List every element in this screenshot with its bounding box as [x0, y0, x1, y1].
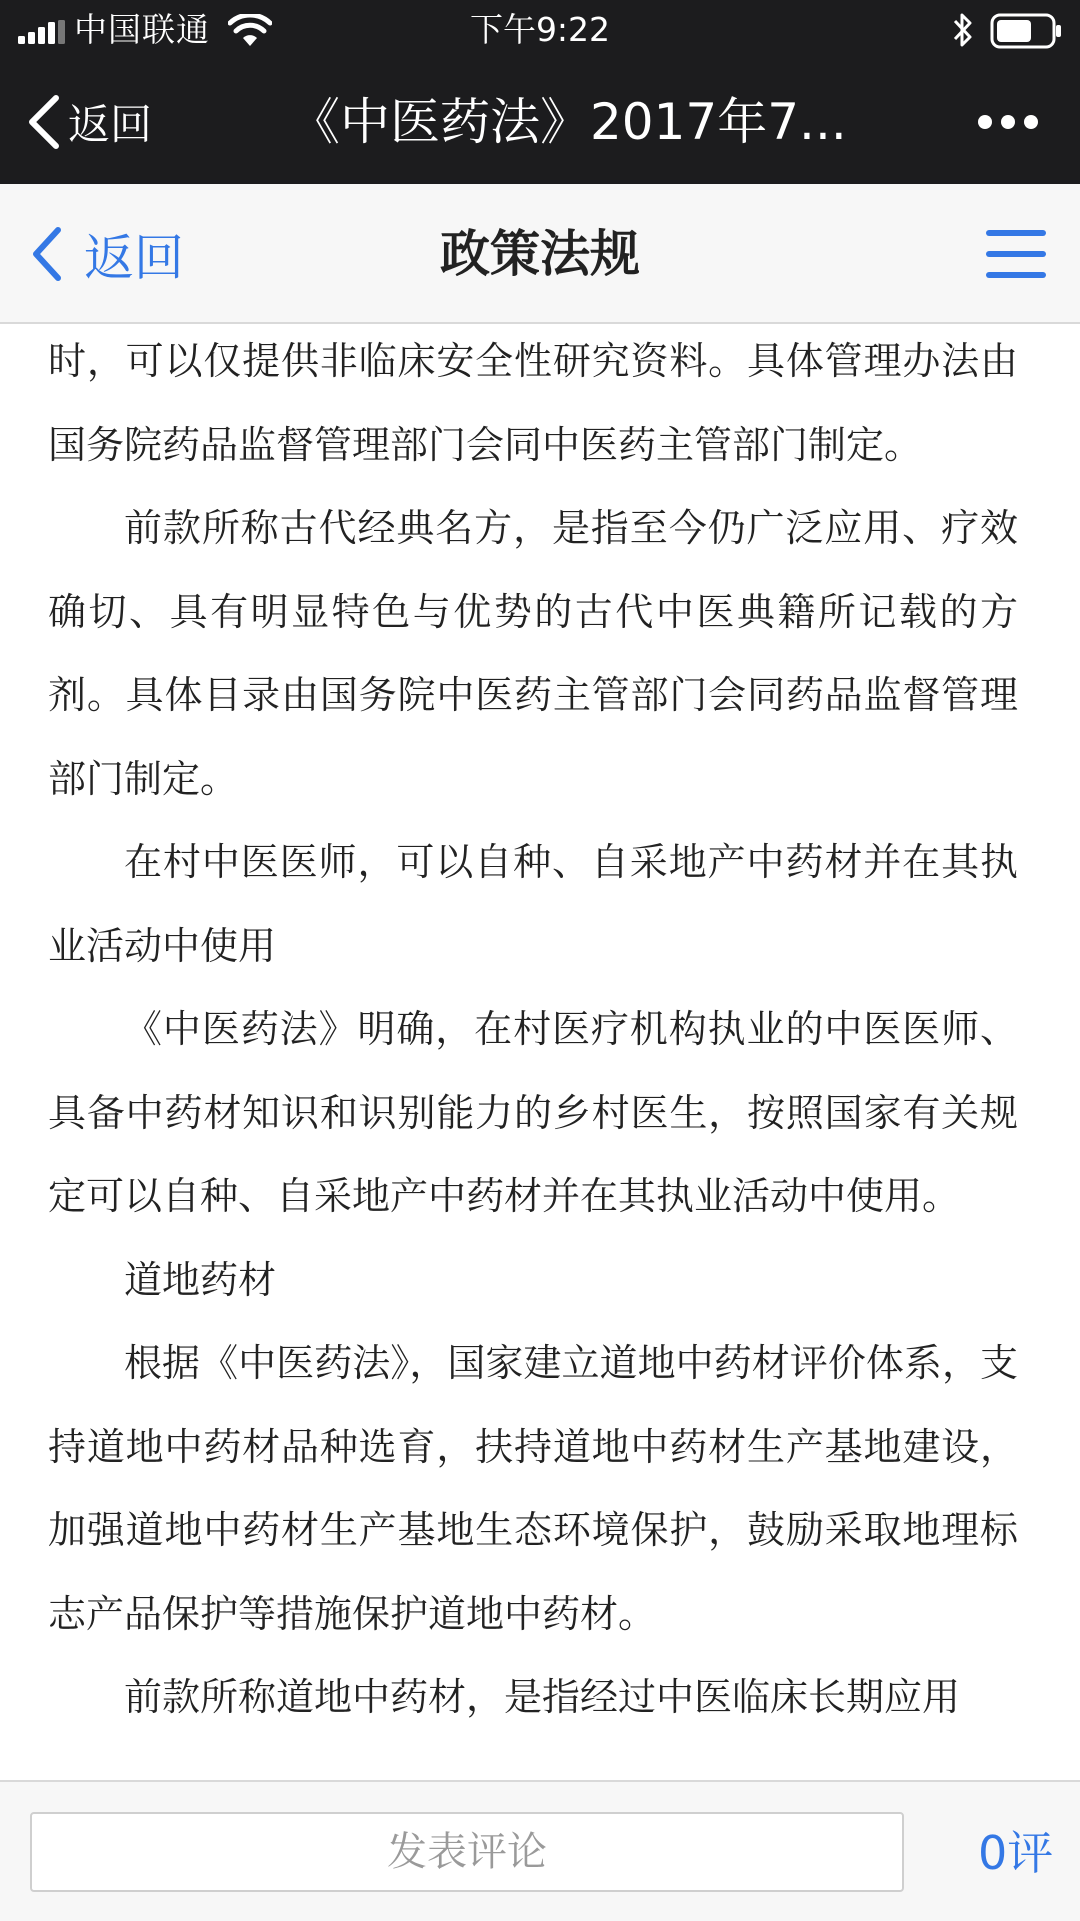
comment-bar — [0, 1780, 1080, 1921]
article-paragraph: 时，可以仅提供非临床安全性研究资料。具体管理办法由国务院药品监督管理部门会同中医药主管部门制定。 — [48, 339, 1018, 467]
battery-icon — [990, 13, 1064, 49]
bluetooth-icon — [952, 10, 974, 50]
page-back-label: 返回 — [84, 229, 184, 287]
page-header — [0, 184, 1080, 324]
app-nav-bar — [0, 60, 1080, 184]
article-paragraph: 《中医药法》明确，在村医疗机构执业的中医医师、具备中药材知识和识别能力的乡村医生，按照国家有关规定可以自种、自采地产中药材并在其执业活动中使用。 — [48, 1007, 1018, 1218]
page-title: 政策法规 — [440, 225, 640, 283]
article-body — [48, 324, 1018, 1740]
chevron-left-icon — [26, 94, 62, 150]
article-subheading: 道地药材 — [124, 1257, 277, 1302]
app-back-button[interactable] — [26, 90, 152, 154]
article-paragraph: 前款所称古代经典名方，是指至今仍广泛应用、疗效确切、具有明显特色与优势的古代中医典籍所记载的方剂。具体目录由国务院中医药主管部门会同药品监督管理部门制定。 — [48, 506, 1018, 801]
article-paragraph: 前款所称道地中药材，是指经过中医临床长期应用 — [124, 1675, 961, 1719]
app-back-label: 返回 — [68, 100, 153, 149]
status-time: 下午9:22 — [469, 10, 611, 49]
article-paragraph: 在村中医医师，可以自种、自采地产中药材并在其执业活动中使用 — [48, 840, 1018, 968]
comment-count-button[interactable]: 0评 — [978, 1826, 1054, 1880]
more-dots-icon[interactable] — [976, 110, 1040, 134]
article-content[interactable] — [0, 324, 1080, 1780]
article-paragraph: 根据《中医药法》，国家建立道地中药材评价体系，支持道地中药材品种选育，扶持道地中药材生产基地建设，加强道地中药材生产基地生态环境保护，鼓励采取地理标志产品保护等措施保护道地中药材。 — [48, 1341, 1018, 1636]
app-nav-title: 《中医药法》2017年7... — [290, 93, 847, 151]
carrier-name: 中国联通 — [74, 10, 210, 49]
comment-input[interactable] — [30, 1812, 904, 1892]
status-bar — [0, 0, 1080, 60]
hamburger-menu-icon[interactable] — [986, 228, 1046, 280]
